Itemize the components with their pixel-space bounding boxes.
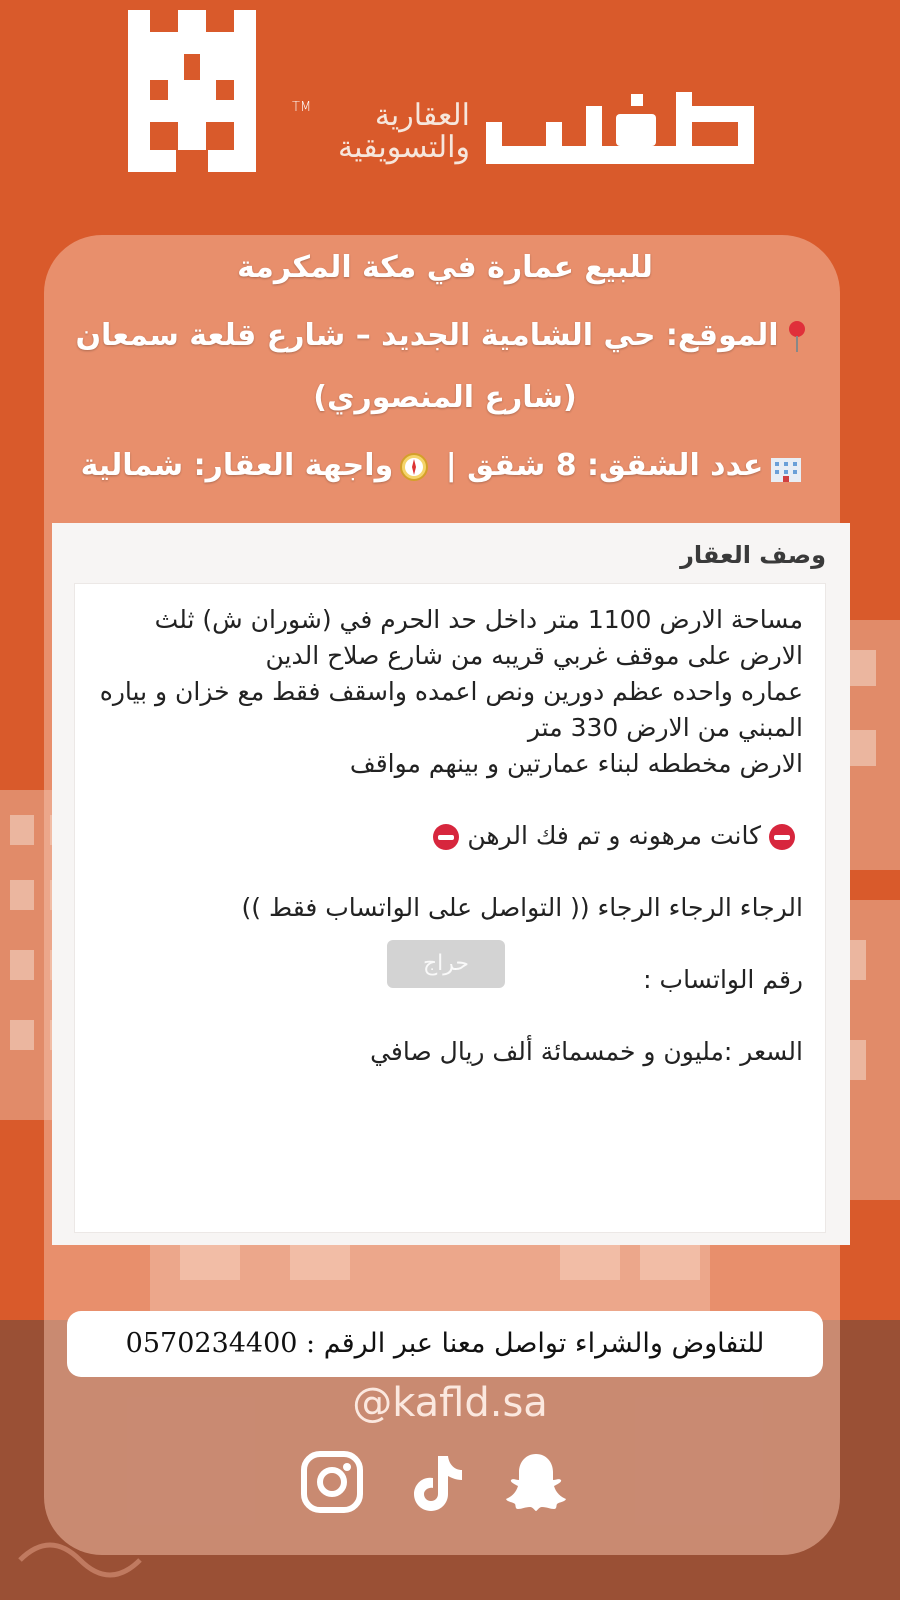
- mortgage-note-line: [97, 818, 803, 854]
- social-icons: [0, 1450, 900, 1530]
- instagram-icon[interactable]: [300, 1450, 364, 1514]
- location-line-2: (شارع المنصوري): [313, 380, 577, 415]
- no-entry-icon: [769, 824, 795, 850]
- watermark: حراج: [387, 940, 505, 988]
- header: [0, 0, 900, 210]
- apartments-count: عدد الشقق: 8 شقق: [467, 448, 764, 483]
- castle-logo-icon: [128, 10, 256, 172]
- tagline-line-2: والتسويقية: [338, 130, 470, 165]
- tiktok-icon[interactable]: [404, 1450, 468, 1514]
- whatsapp-request: الرجاء الرجاء الرجاء (( التواصل على الواتساب فقط )): [241, 893, 803, 922]
- desc-line-3: المبني من الارض 330 متر: [527, 713, 803, 742]
- whatsapp-label: رقم الواتساب :: [643, 965, 803, 994]
- desc-line-2: عماره واحده عظم دورين ونص اعمده واسقف فقط مع خزان و بياره: [99, 677, 803, 706]
- contact-banner[interactable]: للتفاوض والشراء تواصل معنا عبر الرقم : 0570234400: [67, 1311, 823, 1377]
- mortgage-note: كانت مرهونه و تم فك الرهن: [467, 821, 761, 850]
- tagline-line-1: العقارية: [374, 98, 470, 133]
- facade-direction: واجهة العقار: شمالية: [80, 448, 394, 483]
- facts-separator: |: [445, 448, 457, 483]
- price: السعر :مليون و خمسمائة ألف ريال صافي: [370, 1037, 803, 1066]
- no-entry-icon: [433, 824, 459, 850]
- description-panel: [52, 523, 850, 1245]
- brand-wordmark: [486, 92, 754, 174]
- snapchat-icon[interactable]: [504, 1450, 568, 1514]
- property-facts: [50, 448, 840, 483]
- brand-tagline: [270, 100, 470, 164]
- building-icon: [769, 452, 803, 482]
- trademark-mark: TM: [292, 100, 312, 115]
- compass-icon: [399, 452, 429, 482]
- listing-title: للبيع عمارة في مكة المكرمة: [237, 250, 653, 285]
- desc-line-1: مساحة الارض 1100 متر داخل حد الحرم في (شوران ش) ثلث الارض على موقف غربي قريبه من شارع صلاح الدين: [154, 605, 803, 670]
- desc-line-4: الارض مخططه لبناء عمارتين و بينهم مواقف: [349, 749, 803, 778]
- description-body: [74, 583, 826, 1233]
- pin-icon: [785, 320, 809, 354]
- location-line-1: [50, 318, 840, 354]
- social-handle[interactable]: @kafld.sa: [352, 1380, 548, 1426]
- location-text: الموقع: حي الشامية الجديد – شارع قلعة سمعان: [75, 318, 779, 353]
- description-heading: وصف العقار: [680, 541, 826, 569]
